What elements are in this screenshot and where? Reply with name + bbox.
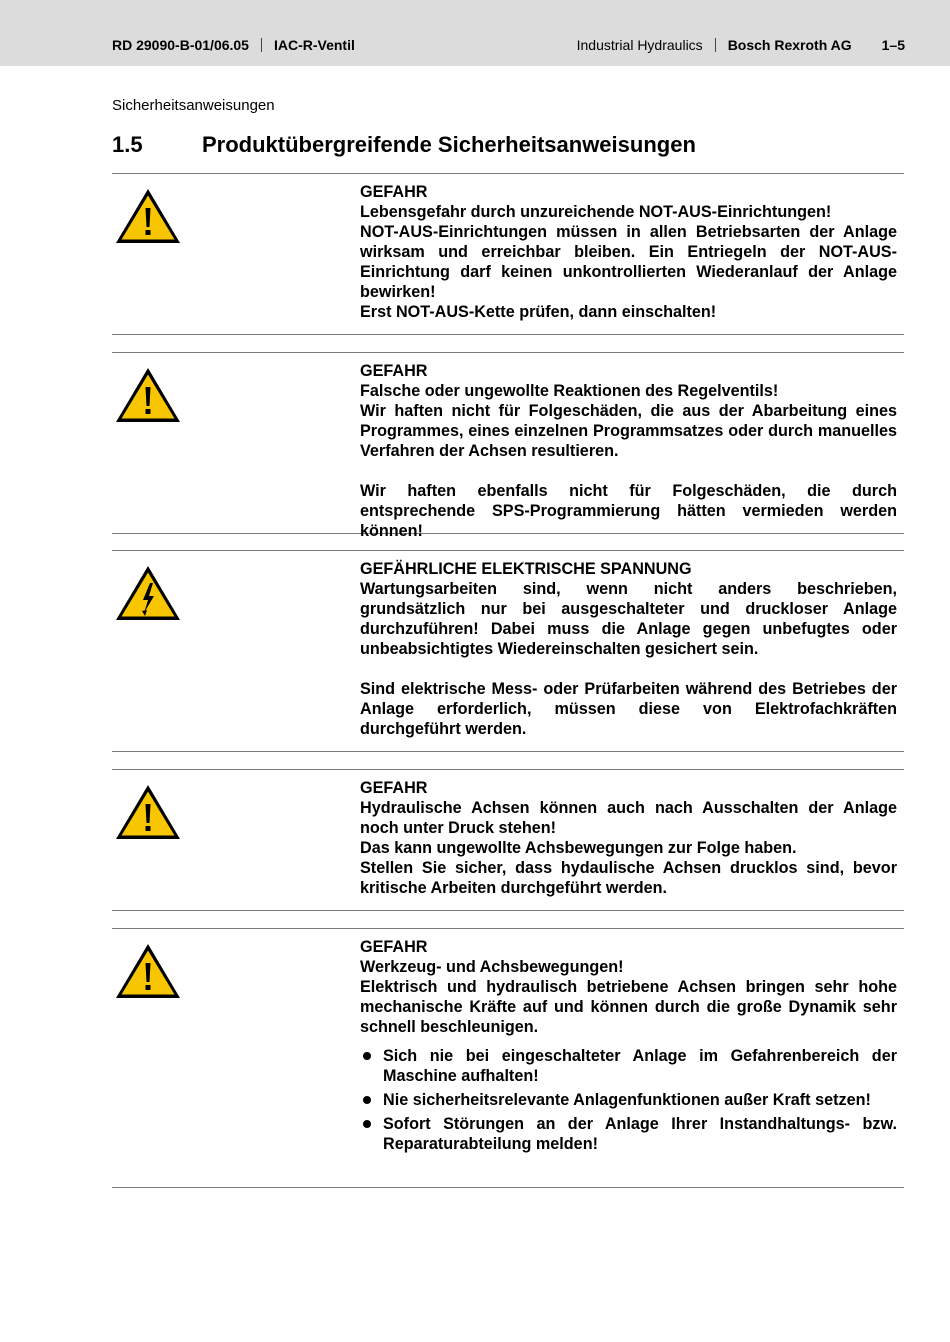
list-item: Nie sicherheitsrelevante Anlagenfunktionen außer Kraft setzen! xyxy=(360,1090,897,1110)
warning-text-3 xyxy=(360,559,897,739)
warning-block-3 xyxy=(112,550,904,752)
list-item: Sich nie bei eingeschalteter Anlage im Gefahrenbereich der Maschine aufhalten! xyxy=(360,1046,897,1086)
warning-text-1 xyxy=(360,182,897,322)
header-divider xyxy=(715,38,716,52)
warning-paragraph: Sind elektrische Mess- oder Prüfarbeiten während des Betriebes der Anlage erforderlich, müssen diese von Elektrofachkräften durchgeführt werden. xyxy=(360,680,897,738)
warning-line: Erst NOT-AUS-Kette prüfen, dann einschalten! xyxy=(360,303,717,321)
product-name: IAC-R-Ventil xyxy=(273,37,355,53)
bullet-icon xyxy=(363,1120,371,1128)
warning-line: Das kann ungewollte Achsbewegungen zur Folge haben. xyxy=(360,839,797,857)
warning-text-2 xyxy=(360,361,897,541)
exclamation-warning-icon xyxy=(114,782,182,842)
company-name: Bosch Rexroth AG xyxy=(727,37,852,53)
warning-paragraph: Wir haften ebenfalls nicht für Folgeschäden, die durch entsprechende SPS-Programmierung hätten vermieden werden können! xyxy=(360,482,897,540)
warning-heading: GEFAHR xyxy=(360,938,428,956)
warning-block-4 xyxy=(112,769,904,911)
section-label: Sicherheitsanweisungen xyxy=(112,97,275,114)
exclamation-warning-icon xyxy=(114,186,182,246)
page-header xyxy=(0,0,950,66)
bullet-icon xyxy=(363,1096,371,1104)
warning-heading: GEFÄHRLICHE ELEKTRISCHE SPANNUNG xyxy=(360,560,692,578)
warning-block-1 xyxy=(112,173,904,335)
list-item: Sofort Störungen an der Anlage Ihrer Instandhaltungs- bzw. Reparaturabteilung melden! xyxy=(360,1114,897,1154)
header-right xyxy=(577,36,905,54)
exclamation-warning-icon xyxy=(114,365,182,425)
warning-text-4 xyxy=(360,778,897,898)
section-number: 1.5 xyxy=(112,132,143,157)
warning-line: NOT-AUS-Einrichtungen müssen in allen Betriebsarten der Anlage wirksam und erreichbar bleiben. Ein Entriegeln der NOT-AUS-Einrichtung darf keinen unkontrollierten Wiederanlauf der Anlage bewirken! xyxy=(360,223,897,301)
page-title xyxy=(112,131,696,159)
warning-line: Elektrisch und hydraulisch betriebene Achsen bringen sehr hohe mechanische Kräfte auf und können durch die große Dynamik sehr schnell beschleunigen. xyxy=(360,978,897,1036)
page-number: 1–5 xyxy=(881,37,905,53)
bullet-icon xyxy=(363,1052,371,1060)
warning-heading: GEFAHR xyxy=(360,362,428,380)
warning-line: Falsche oder ungewollte Reaktionen des Regelventils! xyxy=(360,382,779,400)
exclamation-warning-icon xyxy=(114,941,182,1001)
header-left xyxy=(112,36,355,54)
warning-block-5 xyxy=(112,928,904,1188)
bullet-list xyxy=(360,1046,897,1154)
electric-warning-icon xyxy=(114,563,182,623)
warning-line: Lebensgefahr durch unzureichende NOT-AUS-Einrichtungen! xyxy=(360,203,832,221)
division-name: Industrial Hydraulics xyxy=(576,37,703,53)
warning-line: Wir haften nicht für Folgeschäden, die aus der Abarbeitung eines Programmes, eines einzelnen Programmsatzes oder durch manuelles Verfahren der Achsen resultieren. xyxy=(360,402,897,460)
warning-text-5 xyxy=(360,937,897,1158)
section-title: Produktübergreifende Sicherheitsanweisungen xyxy=(202,132,696,157)
warning-heading: GEFAHR xyxy=(360,779,428,797)
warning-line: Wartungsarbeiten sind, wenn nicht anders beschrieben, grundsätzlich nur bei ausgeschalteter und druckloser Anlage durchzuführen! Dabei muss die Anlage gegen unbefugtes oder unbeabsichtigtes Wiedereinschalten gesichert sein. xyxy=(360,580,897,658)
warning-line: Stellen Sie sicher, dass hydaulische Achsen drucklos sind, bevor kritische Arbeiten durchgeführt werden. xyxy=(360,859,897,897)
warning-heading: GEFAHR xyxy=(360,183,428,201)
doc-number: RD 29090-B-01/06.05 xyxy=(112,37,249,53)
warning-block-2 xyxy=(112,352,904,540)
warning-line: Werkzeug- und Achsbewegungen! xyxy=(360,958,624,976)
header-divider xyxy=(261,38,262,52)
warning-line: Hydraulische Achsen können auch nach Ausschalten der Anlage noch unter Druck stehen! xyxy=(360,799,897,837)
